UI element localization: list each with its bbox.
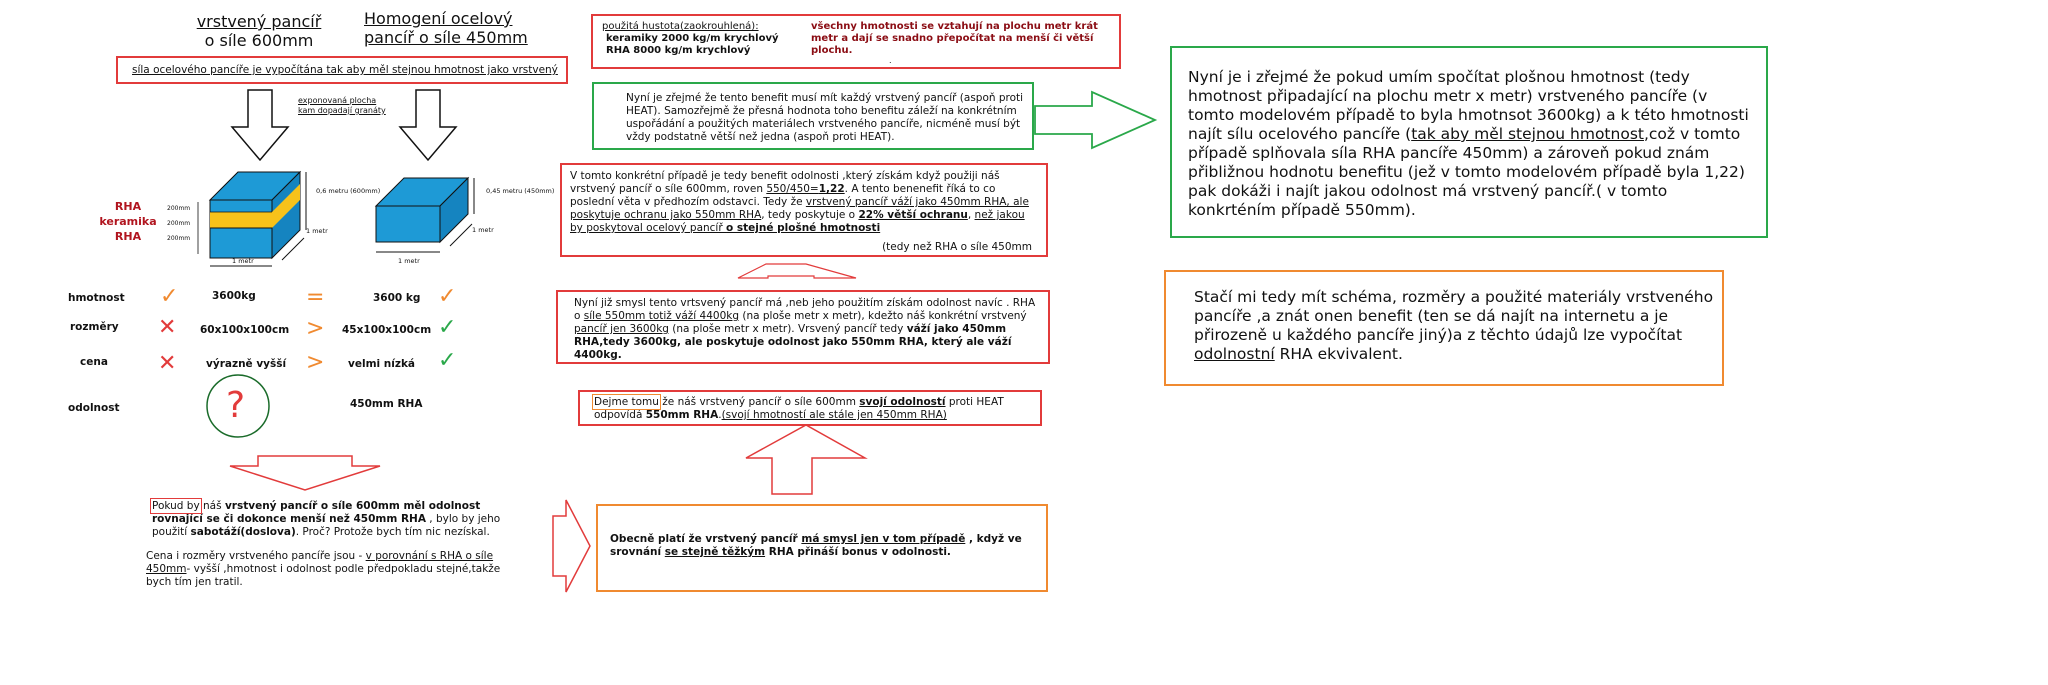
sm-c: RHA ekvivalent.	[1274, 345, 1403, 363]
gr-d: se stejně těžkým	[664, 546, 766, 558]
general-rule-box	[596, 504, 1048, 592]
layered-title-line1: vrstvený pancíř	[196, 12, 322, 31]
ga-d: proti HEAT odpovídá	[594, 396, 1004, 421]
greater-than-icon: >	[306, 316, 325, 341]
resistance-homog-value: 450mm RHA	[350, 398, 423, 410]
gr-a: Obecně platí že vrstvený pancíř	[610, 533, 802, 545]
homogeneous-armor-title	[364, 9, 534, 47]
down-arrow-left	[232, 90, 288, 160]
se-e: (na ploše metr x metr). Vrsvený pancíř tedy	[668, 323, 907, 335]
ga-e: 550mm RHA	[645, 409, 719, 421]
density-rha: RHA 8000 kg/m krychlový	[606, 45, 751, 56]
layered-height-label: 0,6 metru (600mm)	[316, 187, 381, 195]
ga-f: .	[718, 409, 722, 421]
cross-icon: ✕	[158, 315, 177, 340]
p2-a: Cena i rozměry vrstveného pancíře jsou -	[146, 550, 366, 562]
dimensions-layered-value: 60x100x100cm	[200, 324, 290, 336]
bc-h: ,	[967, 209, 975, 221]
price-homog-value: velmi nízká	[348, 358, 416, 370]
mass-note-text: síla ocelového pancíře je vypočítána tak aby měl stejnou hmotnost jako vrstvený	[132, 64, 558, 76]
row-label-mass: hmotnost	[68, 292, 125, 304]
p2-c: - vyšší ,hmotnost i odolnost podle předpokladu stejné,takže bych tím jen tratil.	[146, 563, 501, 588]
homog-title-line1: Homogení ocelový	[364, 9, 513, 28]
mass-note-box	[116, 56, 568, 84]
layered-armor-title	[194, 12, 324, 50]
exposed-line1: exponovaná plocha	[298, 96, 377, 105]
bc-d: . A tento benenefit říká to co poslední věta v předhozím odstavci. Tedy že	[570, 183, 996, 208]
red-up-arrow	[745, 426, 806, 494]
bc-b: 550/450=	[766, 183, 819, 195]
equals-icon: =	[306, 285, 325, 310]
layered-width-label: 1 metr	[232, 257, 254, 265]
cc-b: tak aby měl stejnou hmotnost	[1411, 125, 1644, 143]
homogeneous-armor-block	[376, 178, 468, 242]
sm-b: odolnostní	[1194, 345, 1275, 363]
assumption-box	[578, 390, 1042, 426]
check-icon: ✓	[438, 284, 457, 309]
homog-title-line2: pancíř o síle 450mm	[364, 28, 528, 47]
layer-dim-1: 200mm	[167, 205, 191, 212]
benefit-calc-text	[570, 170, 1040, 235]
density-title: použitá hustota(zaokrouhlená):	[602, 21, 759, 32]
summary-box	[1164, 270, 1724, 386]
p1-f: . Proč? Protože bych tím nic nezískal.	[295, 526, 490, 538]
summary-text	[1194, 288, 1714, 364]
density-note: všechny hmotnosti se vztahují na plochu metr krát metr a dají se snadno přepočítat na menší či větší plochu.	[811, 21, 1098, 56]
gr-e: RHA přináší bonus v odolnosti.	[765, 546, 951, 558]
se-c: (na ploše metr x metr), kdežto náš konkrétní vrstvený	[739, 310, 1027, 322]
conclusion-box	[1170, 46, 1768, 238]
ga-b: že náš vrstvený pancíř o síle 600mm	[658, 396, 860, 408]
cc-a: Nyní je i zřejmé že pokud umím spočítat plošnou hmotnost (tedy hmotnost připadající na plochu metr x metr) vrstveného pancíře (v tomto modelovém případě to byla hmotnsot 3600kg) a k této hmotnosti najít sílu ocelového pancíře (	[1188, 68, 1749, 143]
bc-f: , tedy poskytuje o	[761, 209, 859, 221]
layer-label-rha-top: RHA	[114, 200, 142, 213]
cc-c: ,což v tomto případě splňovala síla RHA pancíře 450mm) a zároveň pokud znám přibližnou hodnotu benefitu (jež v tomto modelovém případě byla 1,22) pak dokáži i najít jakou odolnost má vrstvený pancíř.( v tomto konkrténím případě 550mm).	[1188, 125, 1745, 219]
bc-j: o stejné plošné hmotnosti	[726, 222, 881, 234]
red-down-arrow	[230, 456, 380, 490]
sm-a: Stačí mi tedy mít schéma, rozměry a použité materiály vrstveného pancíře ,a znát onen benefit (ten se dá najít na internetu a je přirozeně u každého pancíře jiný)a z těchto údajů lze vypočítat	[1194, 288, 1714, 344]
density-ceramic: keramiky 2000 kg/m krychlový	[606, 33, 779, 44]
check-icon: ✓	[438, 315, 457, 340]
layer-dimensions	[167, 201, 190, 246]
dimensions-homog-value: 45x100x100cm	[342, 324, 432, 336]
comparison-table	[60, 286, 500, 426]
density-dot: .	[889, 56, 892, 65]
question-mark-icon: ?	[226, 385, 246, 426]
bc-g: 22% větší ochranu	[858, 209, 968, 221]
red-up-arrow-shape	[748, 424, 806, 494]
greater-than-icon: >	[306, 350, 325, 375]
benefit-calc-box	[560, 163, 1048, 257]
benefit-note-text: Nyní je zřejmé že tento benefit musí mít každý vrstvený pancíř (aspoň proti HEAT). Samozřejmě že přesná hodnota toho benefitu záleží na konkrétním uspořádání a použitých materiálech vrstveného pancíře, nicméně musí být vždy podstatně větší než jedna (aspoň proti HEAT).	[626, 92, 1024, 143]
price-layered-value: výrazně vyšší	[206, 358, 287, 370]
layer-labels	[96, 199, 160, 244]
bc-k: (tedy než RHA o síle 450mm	[882, 241, 1032, 253]
layered-armor-block	[210, 172, 300, 258]
green-right-arrow	[1035, 92, 1155, 148]
assumption-text	[594, 396, 1034, 422]
layered-depth-label: 1 metr	[306, 227, 328, 235]
sense-box	[556, 290, 1050, 364]
layer-label-ceramic: keramika	[99, 215, 157, 228]
ga-g: (svojí hmotností ale stále jen 450mm RHA)	[721, 409, 947, 421]
se-b: síle 550mm totiž váží 4400kg	[583, 310, 740, 322]
bc-i: než jakou by poskytoval ocelový pancíř	[570, 209, 1025, 234]
general-rule-text	[610, 533, 1040, 559]
p1-b: náš	[199, 500, 225, 512]
homog-depth-label: 1 metr	[472, 226, 494, 234]
se-d: pancíř jen 3600kg	[574, 323, 669, 335]
cost-paragraph	[146, 550, 528, 589]
bc-a: V tomto konkrétní případě je tedy benefit odolnosti ,který získám když použiji náš vrstvený pancíř o síle 600mm, roven	[570, 170, 1000, 195]
layer-dim-3: 200mm	[167, 235, 191, 242]
layered-title-line2: o síle 600mm	[204, 31, 314, 50]
down-arrow-right	[400, 90, 456, 160]
if-highlight: Pokud by	[152, 500, 200, 512]
cross-icon: ✕	[158, 351, 177, 376]
small-up-arrows	[738, 264, 856, 278]
p1-d: , bylo by jeho použití	[152, 513, 501, 538]
check-icon: ✓	[160, 284, 179, 309]
sense-text	[574, 297, 1040, 362]
conclusion-text	[1188, 68, 1754, 220]
row-label-price: cena	[80, 356, 108, 368]
density-box	[591, 14, 1121, 69]
ga-c: svojí odolností	[859, 396, 946, 408]
bc-e: vrstvený pancíř váží jako 450mm RHA, ale poskytuje ochranu jako 550mm RHA	[570, 196, 1029, 221]
p2-b: v porovnání s RHA o síle 450mm	[146, 550, 494, 575]
p1-e: sabotáží(doslova)	[190, 526, 296, 538]
layer-dim-2: 200mm	[167, 220, 191, 227]
layer-label-rha-bottom: RHA	[114, 230, 142, 243]
check-icon: ✓	[438, 348, 457, 373]
exposed-line2: kam dopadají granáty	[298, 106, 386, 115]
se-a: Nyní již smysl tento vrtsvený pancíř má ,neb jeho použitím získám odolnost navíc . RHA o	[574, 297, 1036, 322]
exposed-area-note	[298, 96, 386, 116]
bc-c: 1,22	[818, 183, 845, 195]
gr-b: má smysl jen v tom případě	[801, 533, 966, 545]
red-right-arrow	[553, 500, 590, 592]
ga-a: Dejme tomu	[594, 396, 659, 408]
se-f: váží jako 450mm RHA,tedy 3600kg, ale poskytuje odolnost jako 550mm RHA, který ale váží 4400kg.	[574, 323, 1012, 361]
benefit-note-box	[592, 82, 1034, 150]
mass-homog-value: 3600 kg	[373, 292, 421, 304]
row-label-dimensions: rozměry	[70, 321, 119, 333]
mass-layered-value: 3600kg	[212, 290, 256, 302]
homog-width-label: 1 metr	[398, 257, 420, 265]
row-label-resistance: odolnost	[68, 402, 120, 414]
sabotage-paragraph	[152, 500, 528, 539]
gr-c: , když ve srovnání	[610, 533, 1022, 558]
p1-c: vrstvený pancíř o síle 600mm měl odolnost rovnající se či dokonce menší než 450mm RHA	[152, 500, 481, 525]
homog-height-label: 0,45 metru (450mm)	[486, 187, 555, 195]
density-list	[602, 21, 802, 57]
